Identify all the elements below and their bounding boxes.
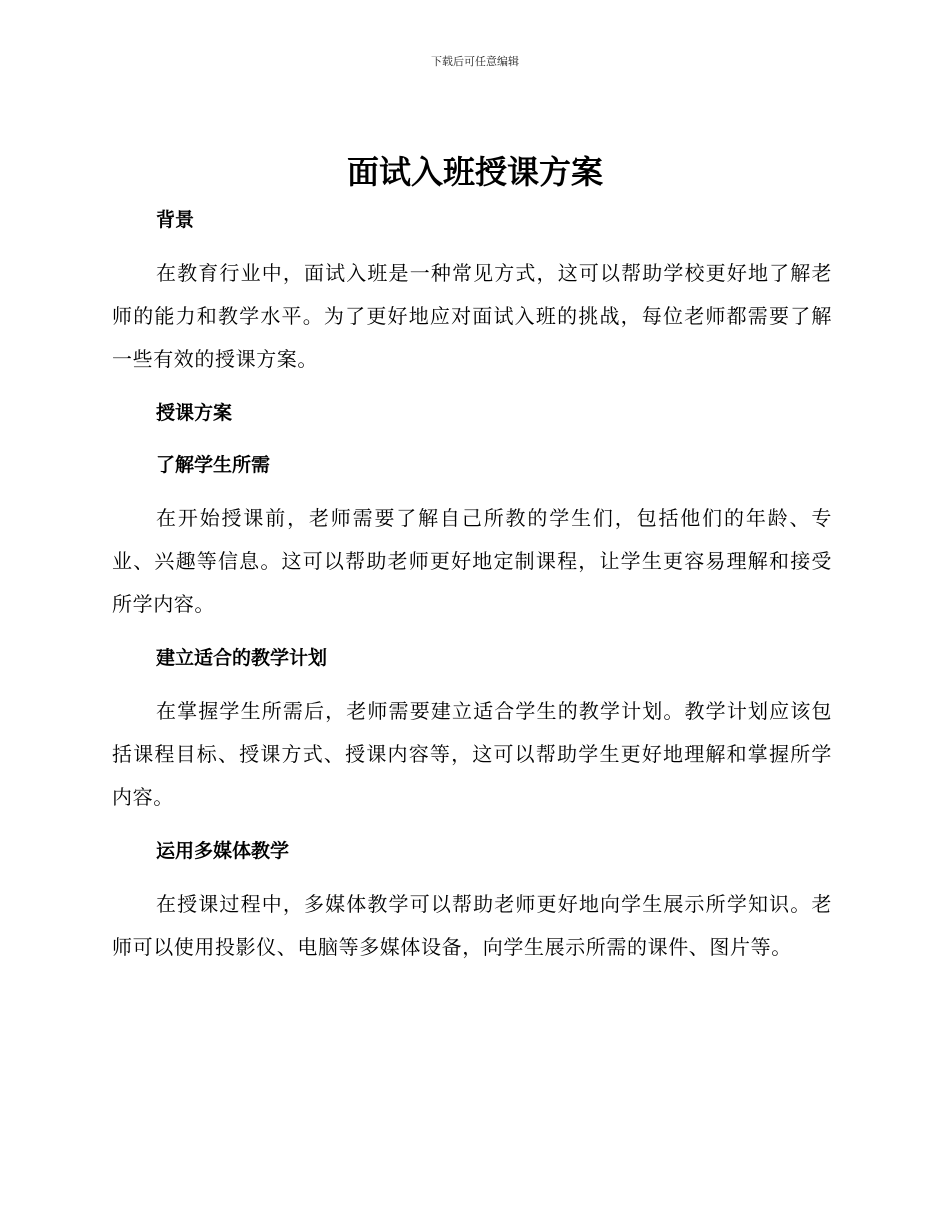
section-paragraph-multimedia: 在授课过程中，多媒体教学可以帮助老师更好地向学生展示所学知识。老师可以使用投影仪、电脑等多媒体设备，向学生展示所需的课件、图片等。 [112, 892, 832, 959]
section-paragraph-know-students: 在开始授课前，老师需要了解自己所教的学生们，包括他们的年龄、专业、兴趣等信息。这可以帮助老师更好地定制课程，让学生更容易理解和接受所学内容。 [112, 506, 832, 616]
section-heading-background: 背景 [156, 209, 195, 231]
document-title: 面试入班授课方案 [346, 153, 603, 191]
section-heading-plan: 授课方案 [156, 402, 233, 424]
document-body [112, 200, 832, 969]
section-paragraph-background: 在教育行业中，面试入班是一种常见方式，这可以帮助学校更好地了解老师的能力和教学水平。为了更好地应对面试入班的挑战，每位老师都需要了解一些有效的授课方案。 [112, 261, 832, 371]
section-heading-teaching-plan: 建立适合的教学计划 [156, 647, 328, 669]
section-heading-know-students: 了解学生所需 [156, 454, 271, 476]
section-heading-multimedia: 运用多媒体教学 [156, 840, 290, 862]
header-note: 下载后可任意编辑 [431, 55, 519, 68]
section-paragraph-teaching-plan: 在掌握学生所需后，老师需要建立适合学生的教学计划。教学计划应该包括课程目标、授课方式、授课内容等，这可以帮助学生更好地理解和掌握所学内容。 [112, 699, 832, 809]
